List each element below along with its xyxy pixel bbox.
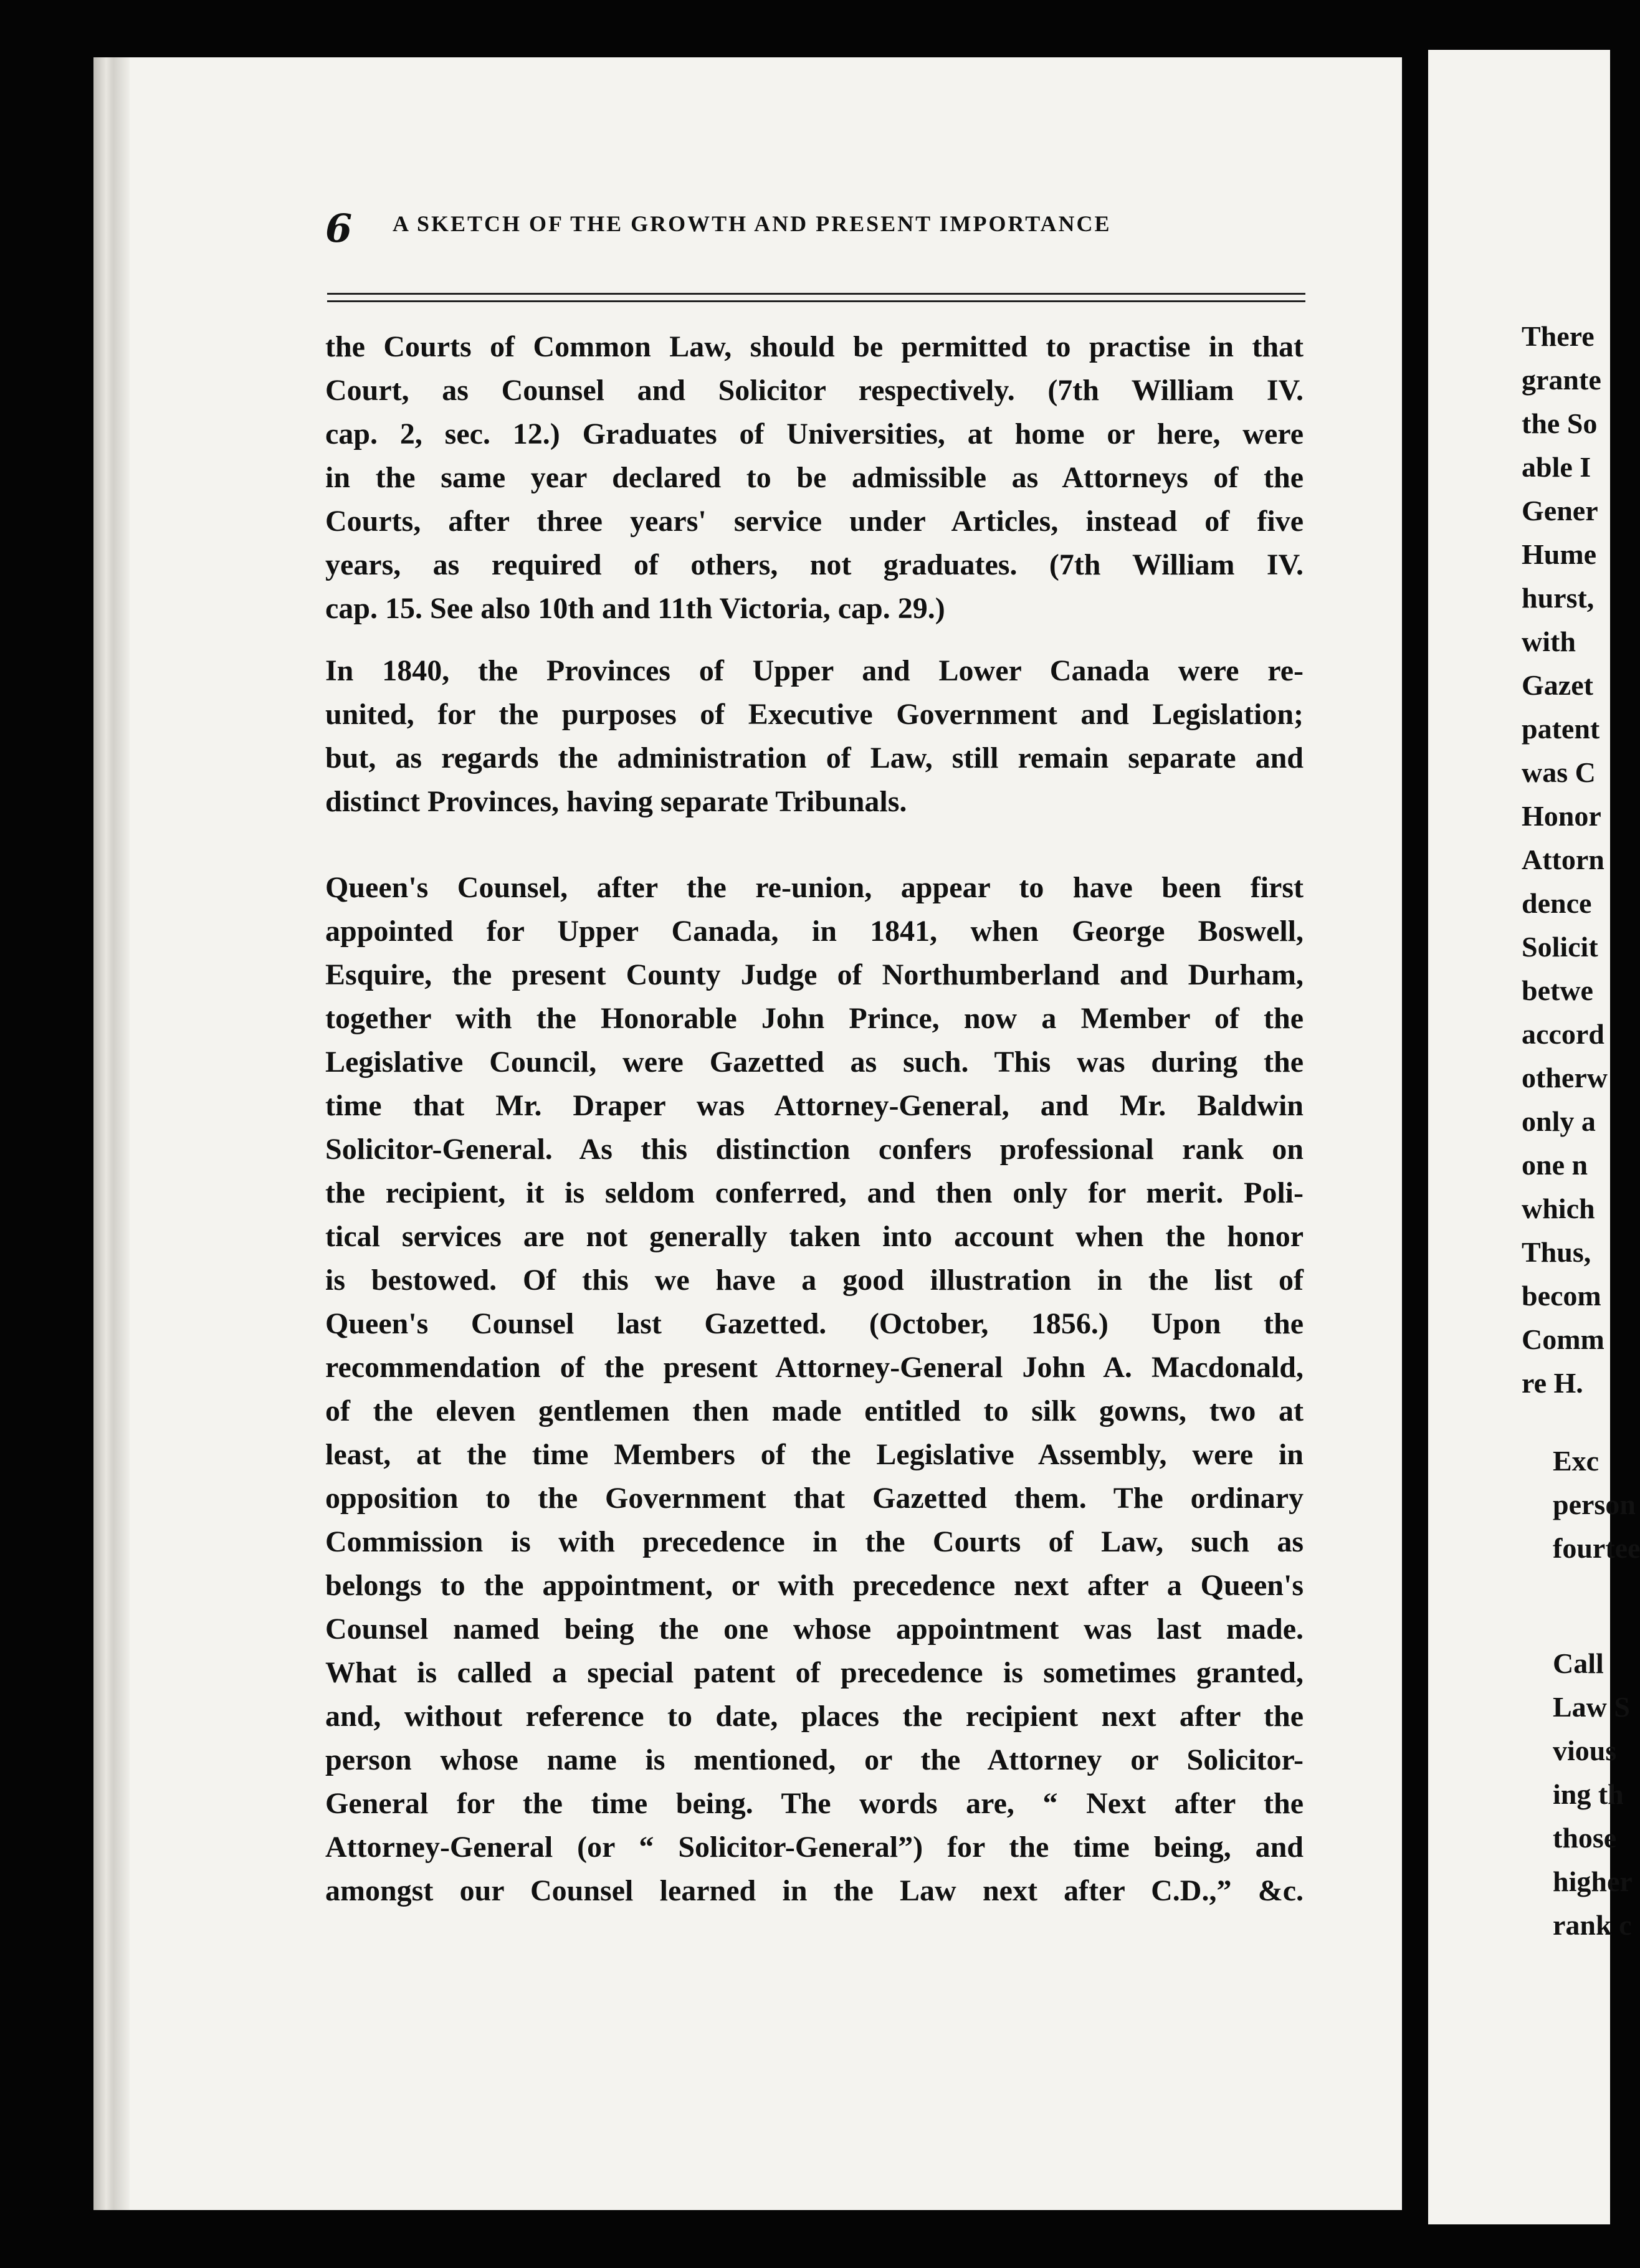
text-line: the recipient, it is seldom conferred, and then only for merit. Poli- (325, 1176, 1304, 1209)
text-line: Queen's Counsel last Gazetted. (October, 1856.) Upon the (325, 1307, 1304, 1340)
text-fragment: There (1522, 320, 1595, 352)
text-fragment: fourtee (1553, 1532, 1640, 1564)
text-line: amongst our Counsel learned in the Law next after C.D.,” &c. (325, 1874, 1304, 1907)
text-fragment: person (1553, 1489, 1636, 1520)
text-line: General for the time being. The words are, “ Next after the (325, 1787, 1304, 1820)
text-line: distinct Provinces, having separate Tribunals. (325, 785, 907, 818)
text-fragment: the So (1522, 407, 1598, 439)
text-fragment: those (1553, 1822, 1617, 1854)
text-fragment: re H. (1522, 1367, 1583, 1399)
text-fragment: ing th (1553, 1778, 1624, 1810)
right-page-paragraph-3 (1553, 1642, 1633, 1947)
text-fragment: only a (1522, 1105, 1596, 1137)
text-line: is bestowed. Of this we have a good illustration in the list of (325, 1264, 1304, 1297)
text-fragment: Comm (1522, 1323, 1604, 1355)
text-fragment: rank c (1553, 1909, 1632, 1941)
right-page-paragraph-2 (1553, 1439, 1640, 1570)
page-number: 6 (325, 206, 353, 251)
text-line: appointed for Upper Canada, in 1841, when George Boswell, (325, 915, 1304, 948)
text-line: least, at the time Members of the Legislative Assembly, were in (325, 1438, 1304, 1471)
text-line: What is called a special patent of precedence is sometimes granted, (325, 1656, 1304, 1689)
running-head: A SKETCH OF THE GROWTH AND PRESENT IMPORTANCE (393, 211, 1112, 236)
text-line: Legislative Council, were Gazetted as such. This was during the (325, 1046, 1304, 1079)
text-fragment: Call (1553, 1647, 1604, 1679)
text-fragment: accord (1522, 1018, 1604, 1050)
text-line: in the same year declared to be admissible as Attorneys of the (325, 461, 1304, 494)
text-fragment: Gazet (1522, 669, 1593, 701)
text-fragment: Hume (1522, 538, 1597, 570)
text-line: In 1840, the Provinces of Upper and Lower Canada were re- (325, 654, 1304, 687)
text-fragment: Exc (1553, 1445, 1599, 1477)
text-line: and, without reference to date, places the recipient next after the (325, 1700, 1304, 1733)
text-fragment: betwe (1522, 974, 1593, 1006)
text-fragment: higher (1553, 1865, 1633, 1897)
text-line: Counsel named being the one whose appointment was last made. (325, 1613, 1304, 1646)
text-line: but, as regards the administration of Law, still remain separate and (325, 741, 1304, 774)
text-fragment: Gener (1522, 495, 1598, 526)
text-fragment: able I (1522, 451, 1591, 483)
page-gap (1402, 37, 1428, 2231)
text-fragment: Honor (1522, 800, 1601, 832)
text-fragment: becom (1522, 1280, 1601, 1312)
text-fragment: Law S (1553, 1691, 1630, 1723)
text-fragment: grante (1522, 364, 1601, 396)
text-line: cap. 2, sec. 12.) Graduates of Universities, at home or here, were (325, 417, 1304, 450)
text-line: Commission is with precedence in the Courts of Law, such as (325, 1525, 1304, 1558)
text-line: opposition to the Government that Gazetted them. The ordinary (325, 1482, 1304, 1515)
text-fragment: Thus, (1522, 1236, 1591, 1268)
text-fragment: hurst, (1522, 582, 1595, 614)
text-line: Solicitor-General. As this distinction confers professional rank on (325, 1133, 1304, 1166)
text-fragment: which (1522, 1193, 1595, 1224)
text-fragment: otherw (1522, 1062, 1608, 1094)
paragraph-2 (325, 649, 1304, 824)
text-line: tical services are not generally taken into account when the honor (325, 1220, 1304, 1253)
text-line: time that Mr. Draper was Attorney-General, and Mr. Baldwin (325, 1089, 1304, 1122)
text-line: Esquire, the present County Judge of Northumberland and Durham, (325, 958, 1304, 991)
text-fragment: one n (1522, 1149, 1588, 1181)
text-line: Queen's Counsel, after the re-union, appear to have been first (325, 871, 1304, 904)
text-line: Courts, after three years' service under Articles, instead of five (325, 505, 1304, 538)
paragraph-3 (325, 866, 1304, 1913)
text-fragment: was C (1522, 756, 1596, 788)
text-line: Court, as Counsel and Solicitor respectively. (7th William IV. (325, 374, 1304, 407)
text-fragment: patent (1522, 713, 1600, 745)
text-line: recommendation of the present Attorney-General John A. Macdonald, (325, 1351, 1304, 1384)
text-line: the Courts of Common Law, should be permitted to practise in that (325, 330, 1304, 363)
right-page-paragraph-1 (1522, 315, 1608, 1405)
header-rule-top (327, 293, 1305, 295)
text-line: Attorney-General (or “ Solicitor-General”) for the time being, and (325, 1831, 1304, 1864)
text-line: united, for the purposes of Executive Government and Legislation; (325, 698, 1304, 731)
header-rule-bottom (327, 300, 1305, 302)
text-line: together with the Honorable John Prince, now a Member of the (325, 1002, 1304, 1035)
text-fragment: vious (1553, 1735, 1617, 1766)
text-line: belongs to the appointment, or with precedence next after a Queen's (325, 1569, 1304, 1602)
right-page (1428, 50, 1640, 2224)
text-fragment: with (1522, 626, 1576, 657)
paragraph-1 (325, 325, 1304, 631)
text-line: person whose name is mentioned, or the Attorney or Solicitor- (325, 1743, 1304, 1776)
text-fragment: Solicit (1522, 931, 1598, 963)
text-fragment: Attorn (1522, 844, 1604, 875)
text-line: years, as required of others, not graduates. (7th William IV. (325, 548, 1304, 581)
text-line: of the eleven gentlemen then made entitled to silk gowns, two at (325, 1394, 1304, 1427)
text-line: cap. 15. See also 10th and 11th Victoria, cap. 29.) (325, 592, 945, 625)
text-fragment: dence (1522, 887, 1592, 919)
binding-edge (93, 57, 130, 2210)
